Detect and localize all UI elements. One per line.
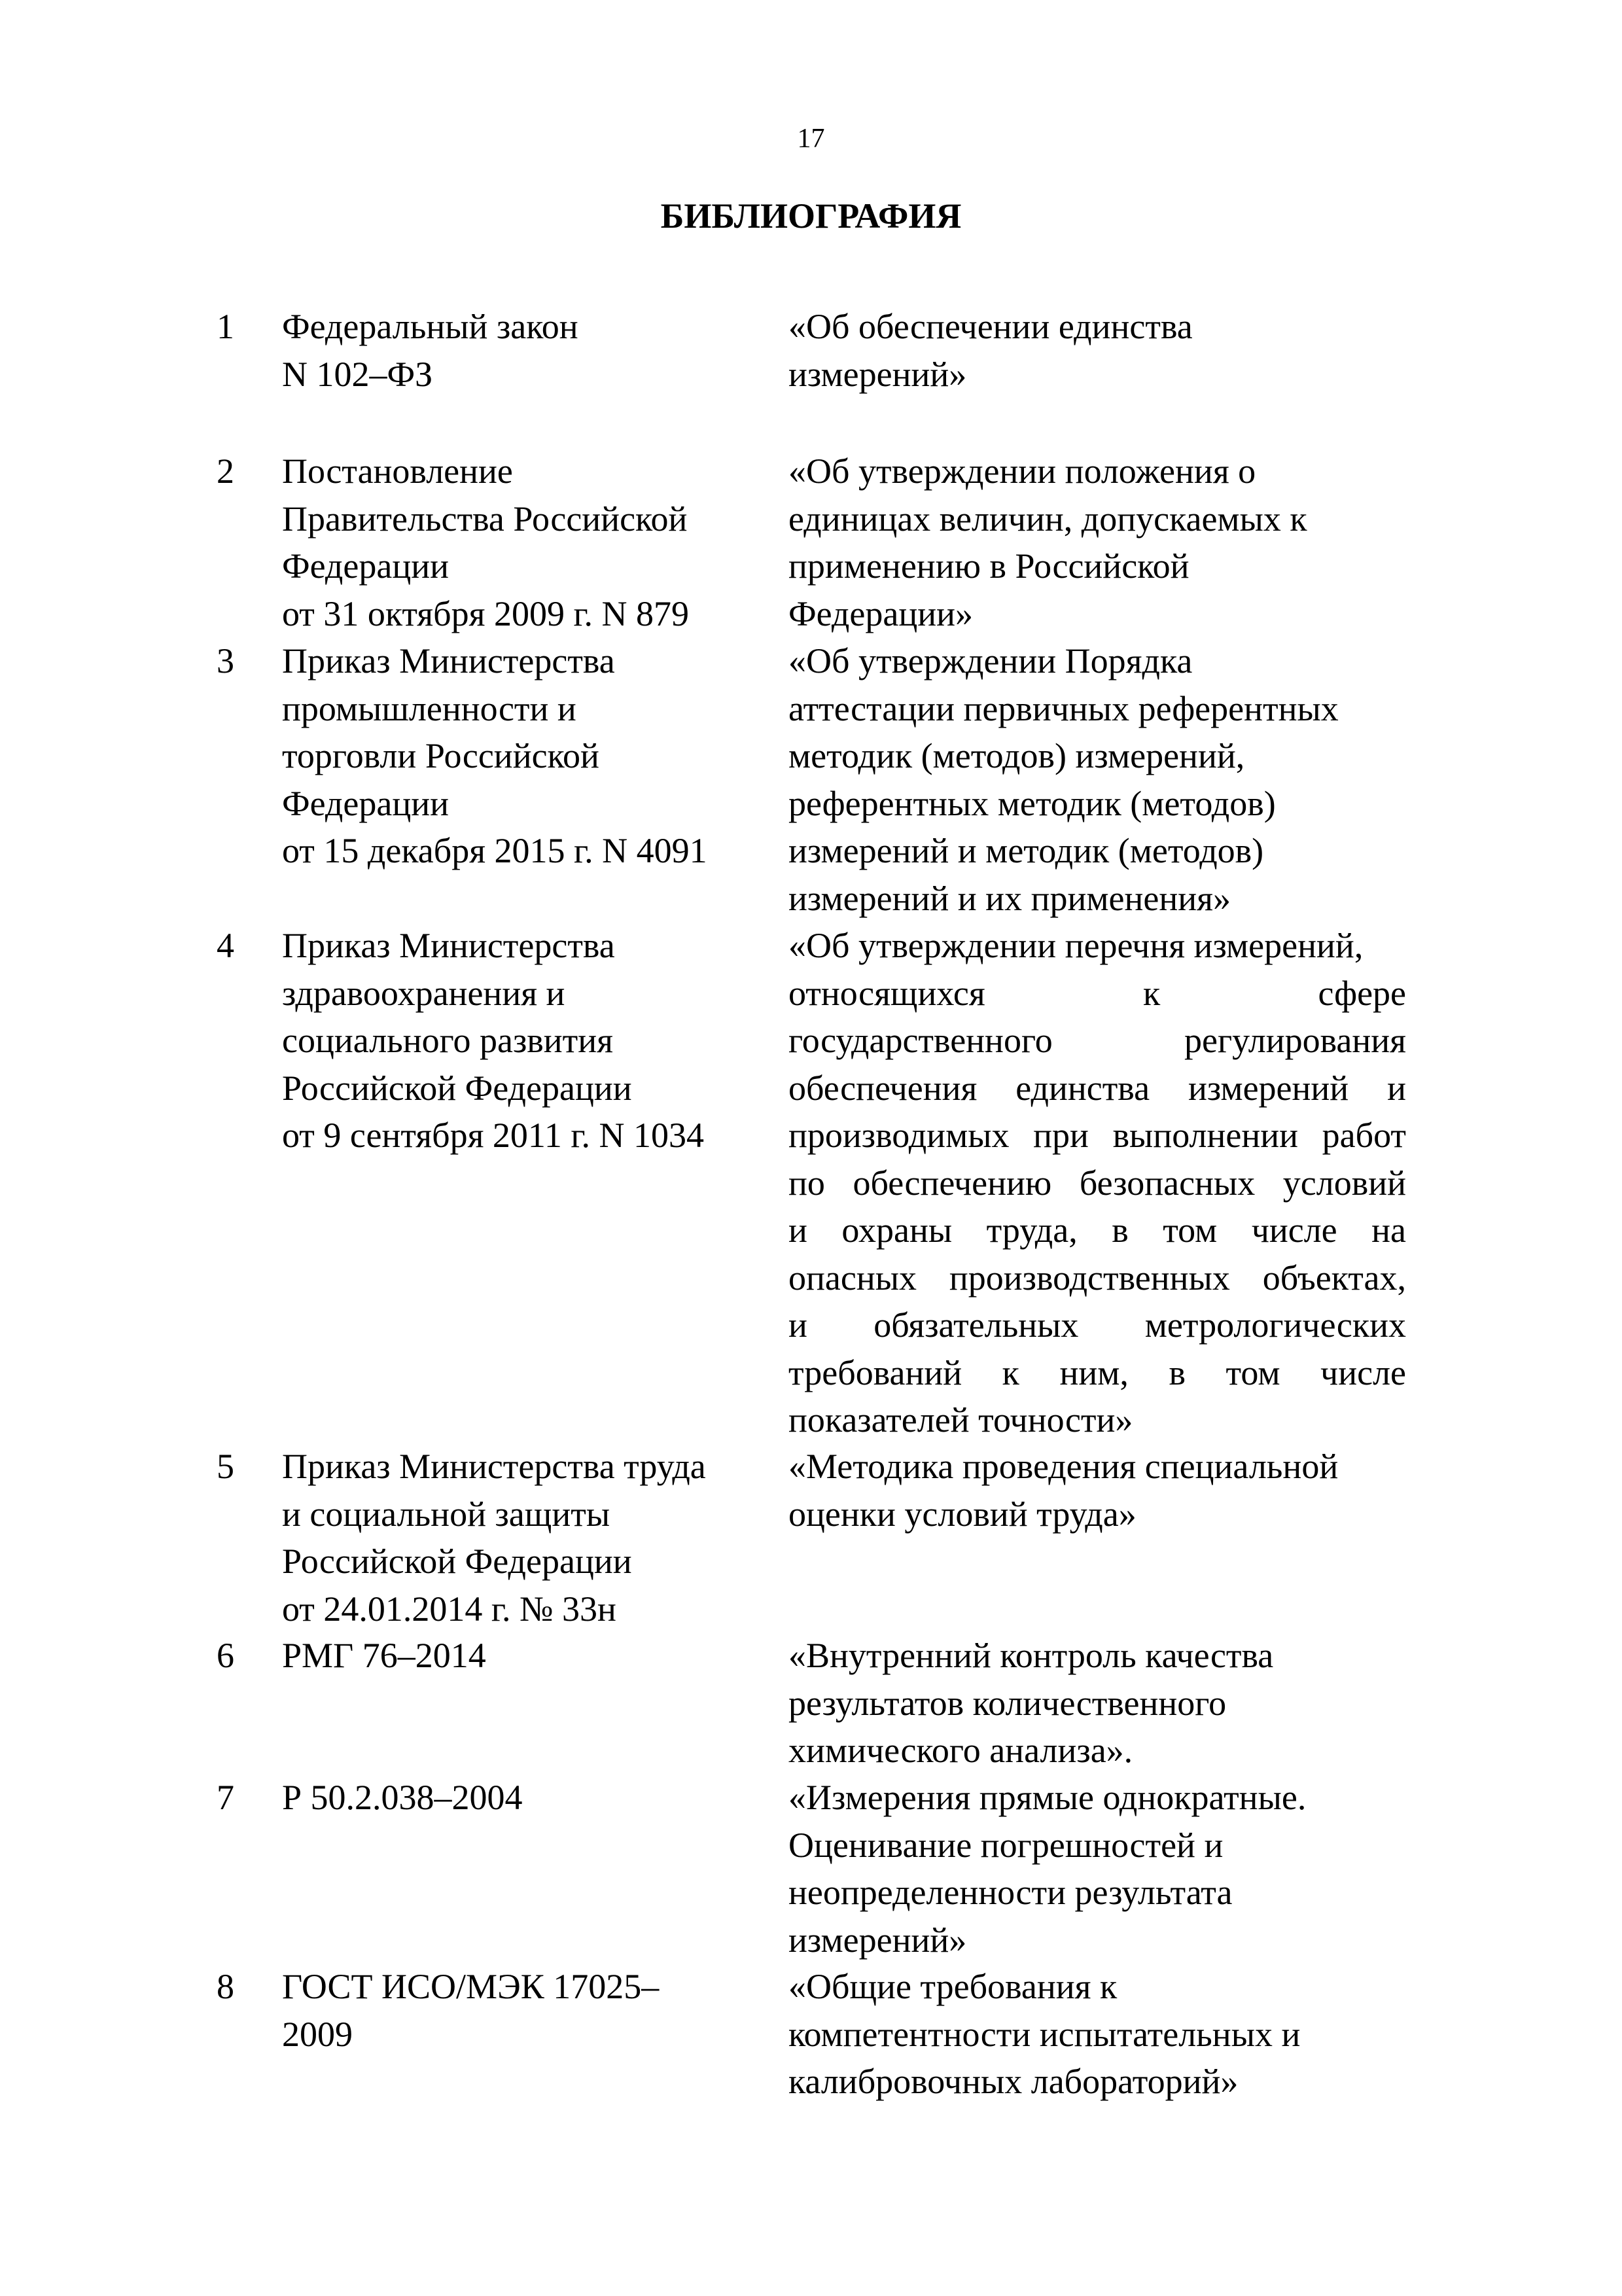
entry-number: 4 <box>217 926 234 965</box>
title-line: показателей точности» <box>788 1400 1133 1439</box>
source-line: N 102–ФЗ <box>282 354 433 394</box>
source-line: РМГ 76–2014 <box>282 1636 486 1675</box>
title-line: химического анализа». <box>788 1731 1133 1770</box>
source-line: Федерации <box>282 546 450 586</box>
title-line: обеспечения единства измерений и <box>788 1068 1406 1108</box>
entry-title <box>788 303 1406 398</box>
title-line: «Об утверждении перечня измерений, <box>788 926 1364 965</box>
title-line: измерений и их применения» <box>788 878 1231 918</box>
source-line: Р 50.2.038–2004 <box>282 1778 523 1817</box>
title-line: измерений» <box>788 1920 967 1960</box>
source-line: Приказ Министерства <box>282 926 615 965</box>
title-line: методик (методов) измерений, <box>788 736 1245 775</box>
title-line: по обеспечению безопасных условий <box>788 1163 1406 1203</box>
source-line: 2009 <box>282 2014 353 2054</box>
entry-title <box>788 1443 1406 1538</box>
title-line: калибровочных лабораторий» <box>788 2062 1239 2101</box>
title-line: и обязательных метрологических <box>788 1305 1406 1345</box>
title-line: «Внутренний контроль качества <box>788 1636 1274 1675</box>
entry-source <box>282 1632 760 1680</box>
title-line: применению в Российской <box>788 546 1190 586</box>
entry-number: 2 <box>217 451 234 491</box>
source-line: от 15 декабря 2015 г. N 4091 <box>282 831 707 870</box>
page-number: 17 <box>797 124 825 154</box>
source-line: от 9 сентября 2011 г. N 1034 <box>282 1116 704 1155</box>
entry-title <box>788 922 1406 1444</box>
source-line: Приказ Министерства труда <box>282 1447 706 1486</box>
entry-number: 6 <box>217 1636 234 1675</box>
title-line: производимых при выполнении работ <box>788 1116 1406 1155</box>
source-line: и социальной защиты <box>282 1494 610 1534</box>
entry-number: 1 <box>217 307 234 346</box>
title-line: «Измерения прямые однократные. <box>788 1778 1307 1817</box>
entry-number: 3 <box>217 641 234 680</box>
title-line: государственного регулирования <box>788 1021 1406 1060</box>
source-line: торговли Российской <box>282 736 599 775</box>
title-line: опасных производственных объектах, <box>788 1258 1406 1298</box>
entry-title <box>788 1963 1406 2106</box>
title-line: и охраны труда, в том числе на <box>788 1210 1406 1250</box>
entry-source <box>282 1443 760 1633</box>
source-line: социального развития <box>282 1021 614 1060</box>
entry-source <box>282 448 760 637</box>
entry-source <box>282 637 760 875</box>
entry-source <box>282 1963 760 2058</box>
title-line: компетентности испытательных и <box>788 2014 1301 2054</box>
source-line: Федеральный закон <box>282 307 578 346</box>
entry-title <box>788 448 1406 637</box>
page-title: БИБЛИОГРАФИЯ <box>660 196 962 236</box>
source-line: Российской Федерации <box>282 1542 632 1581</box>
entry-number: 8 <box>217 1967 234 2006</box>
title-line: референтных методик (методов) <box>788 783 1276 823</box>
source-line: Российской Федерации <box>282 1068 632 1108</box>
source-line: Правительства Российской <box>282 499 688 539</box>
title-line: оценки условий труда» <box>788 1494 1137 1534</box>
entry-title <box>788 1632 1406 1775</box>
source-line: Приказ Министерства <box>282 641 615 680</box>
entry-number: 7 <box>217 1778 234 1817</box>
title-line: «Общие требования к <box>788 1967 1118 2006</box>
entry-source <box>282 1774 760 1822</box>
source-line: Постановление <box>282 451 513 491</box>
source-line: ГОСТ ИСО/МЭК 17025– <box>282 1967 660 2006</box>
source-line: от 31 октября 2009 г. N 879 <box>282 593 690 633</box>
title-line: аттестации первичных референтных <box>788 688 1339 728</box>
entry-source <box>282 922 760 1159</box>
source-line: здравоохранения и <box>282 973 565 1013</box>
source-line: от 24.01.2014 г. № 33н <box>282 1589 616 1629</box>
source-line: промышленности и <box>282 688 576 728</box>
title-line: «Об утверждении Порядка <box>788 641 1193 680</box>
title-line: результатов количественного <box>788 1683 1227 1723</box>
title-line: Оценивание погрешностей и <box>788 1825 1224 1865</box>
title-line: измерений» <box>788 354 967 394</box>
entry-number: 5 <box>217 1447 234 1486</box>
title-line: требований к ним, в том числе <box>788 1352 1406 1392</box>
title-line: «Об обеспечении единства <box>788 307 1193 346</box>
entry-title <box>788 1774 1406 1964</box>
entry-title <box>788 637 1406 922</box>
title-line: неопределенности результата <box>788 1873 1233 1912</box>
title-line: «Об утверждении положения о <box>788 451 1256 491</box>
title-line: Федерации» <box>788 593 974 633</box>
title-line: «Методика проведения специальной <box>788 1447 1339 1486</box>
title-line: измерений и методик (методов) <box>788 831 1264 870</box>
entry-source <box>282 303 760 398</box>
source-line: Федерации <box>282 783 450 823</box>
title-line: единицах величин, допускаемых к <box>788 499 1307 539</box>
title-line: относящихся к сфере <box>788 973 1406 1013</box>
